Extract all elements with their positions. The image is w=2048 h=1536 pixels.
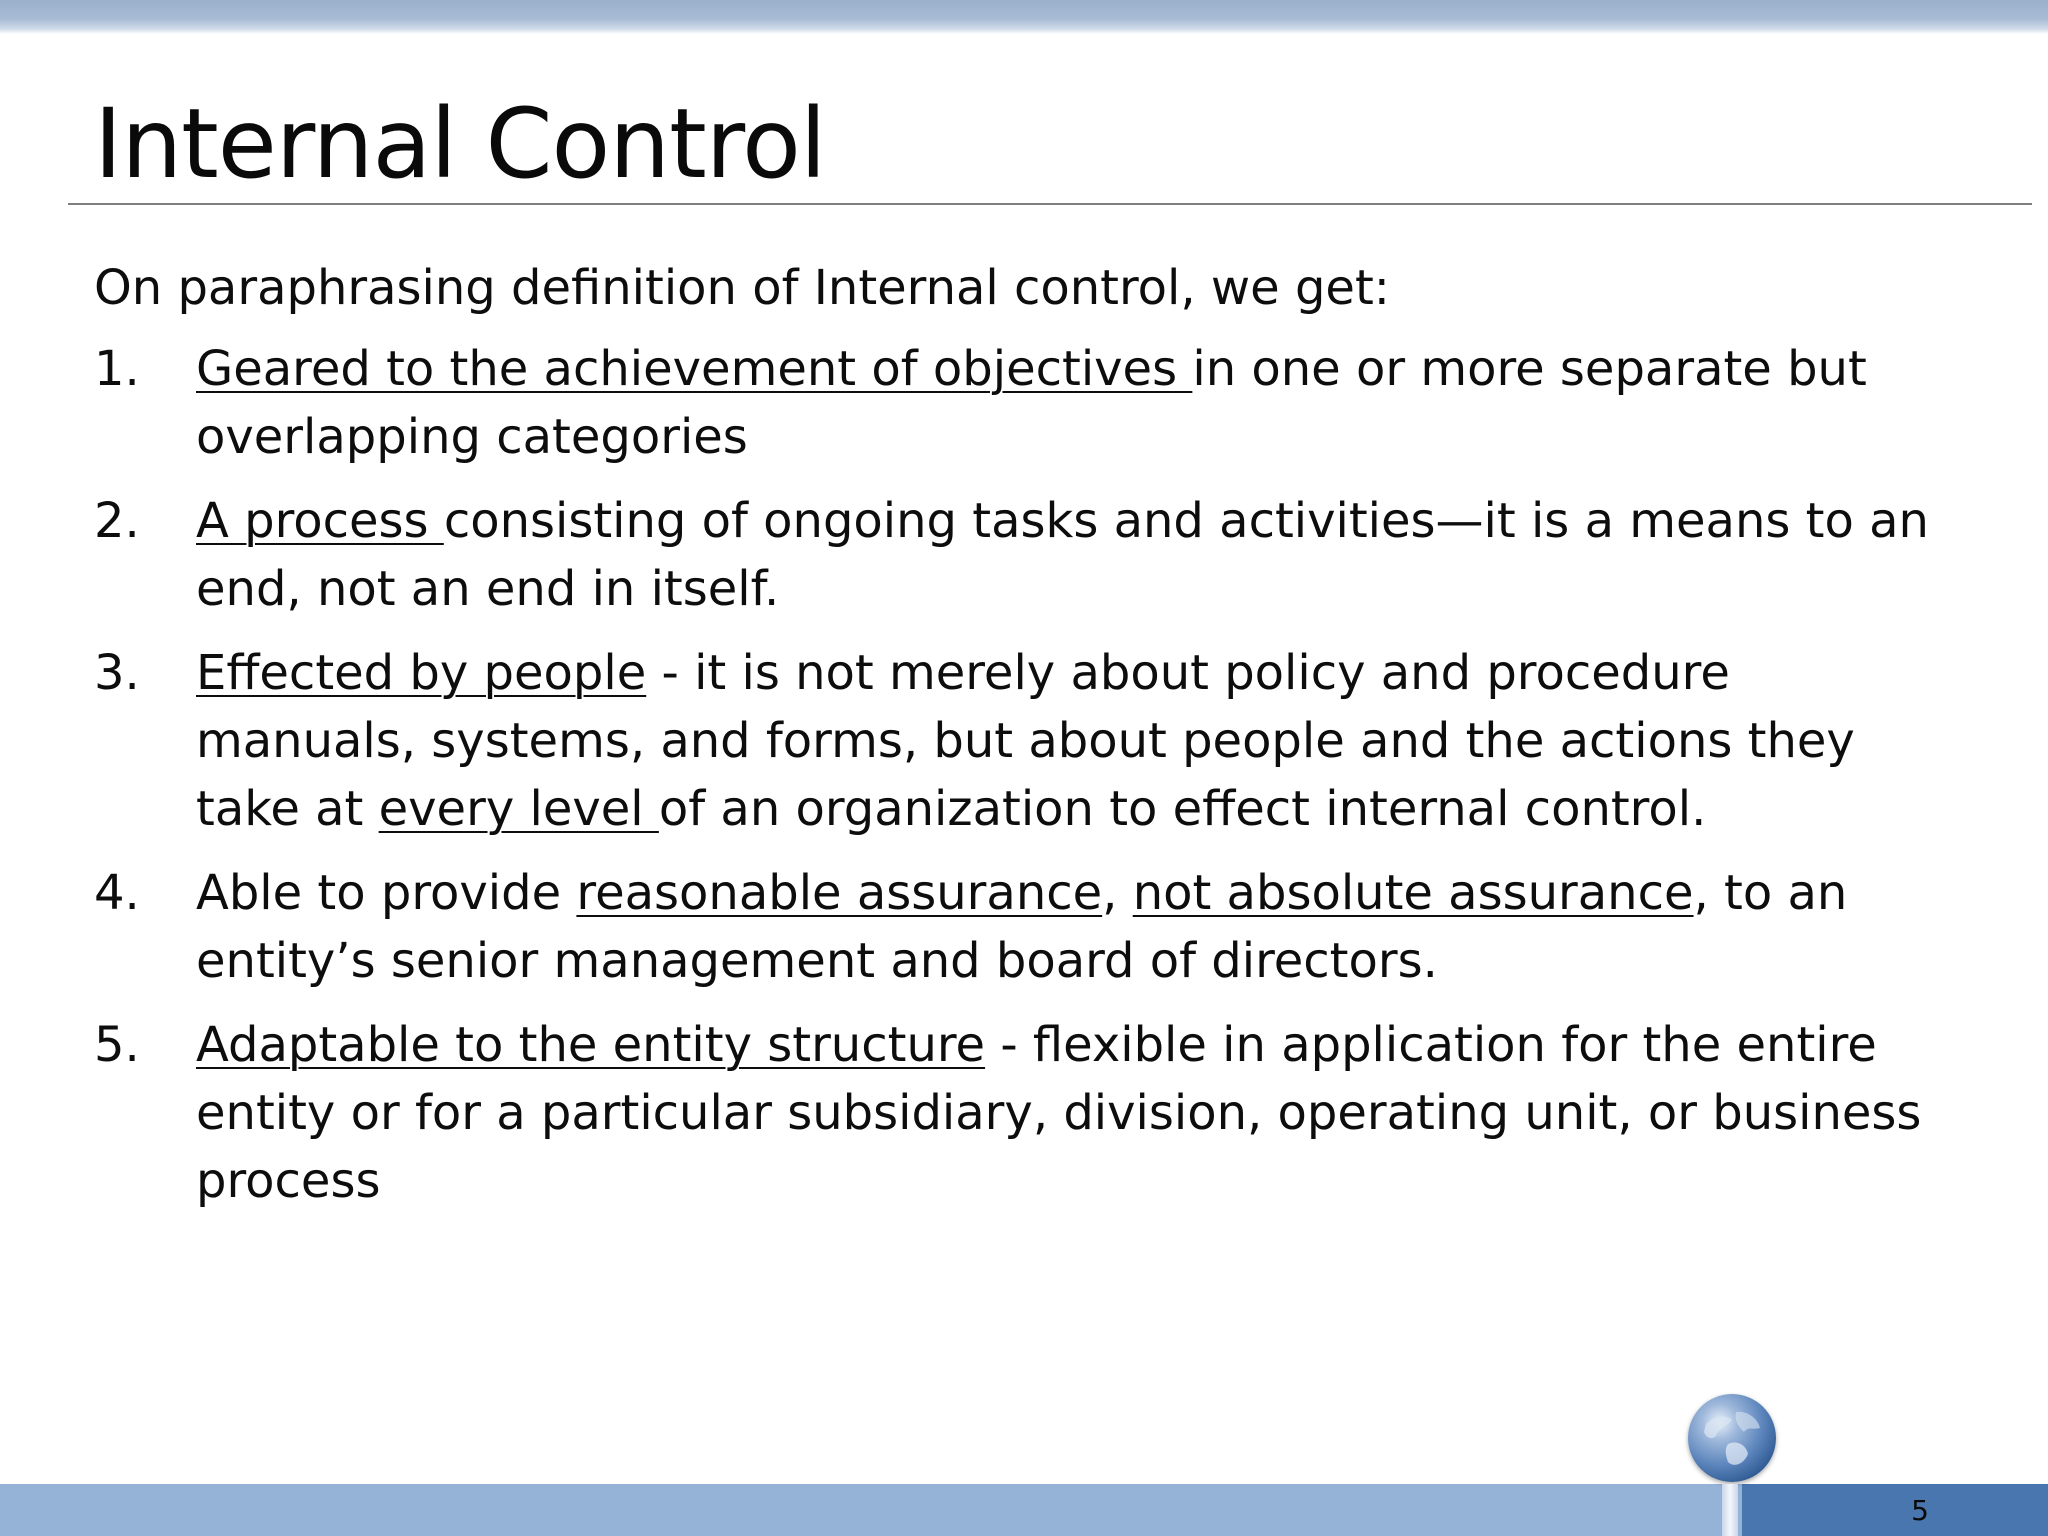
list-item [94, 487, 1964, 623]
text-run: in one or more separate but overlapping categories [196, 341, 1867, 465]
underlined-phrase: Geared to the achievement of objectives [196, 341, 1193, 397]
item-number: 3. [94, 645, 140, 701]
item-text [196, 487, 1964, 623]
list-item [94, 859, 1964, 995]
intro-text: On paraphrasing definition of Internal control, we get: [94, 260, 1390, 316]
page-number: 5 [1911, 1494, 1929, 1527]
list-item [94, 335, 1964, 471]
title-underline-rule [68, 203, 2032, 205]
underlined-phrase: Adaptable to the entity structure [196, 1017, 986, 1073]
item-number: 5. [94, 1017, 140, 1073]
underlined-phrase: not absolute assurance [1132, 865, 1694, 921]
text-run: , to an entity’s senior management and board of directors. [196, 865, 1848, 989]
text-run: , [1102, 865, 1133, 921]
underlined-phrase: Effected by people [196, 645, 647, 701]
list-item [94, 1011, 1964, 1215]
item-number: 1. [94, 341, 140, 397]
text-run: Able to provide [196, 865, 577, 921]
text-run: - it is not merely about policy and procedure manuals, systems, and forms, but about people and the actions they take at [196, 645, 1855, 837]
item-number: 4. [94, 865, 140, 921]
underlined-phrase: every level [378, 781, 659, 837]
underlined-phrase: reasonable assurance [576, 865, 1103, 921]
text-run: of an organization to effect internal control. [658, 781, 1707, 837]
globe-icon [1688, 1394, 1776, 1482]
list-item [94, 639, 1964, 843]
globe-stand [1722, 1484, 1738, 1536]
top-decorative-bar [0, 0, 2048, 34]
slide-body [94, 254, 1964, 1231]
item-text [196, 335, 1964, 471]
item-number: 2. [94, 493, 140, 549]
item-text [196, 1011, 1964, 1215]
globe-logo [1684, 1394, 1780, 1536]
bottom-accent-bar [1742, 1484, 2048, 1536]
item-text [196, 859, 1964, 995]
text-run: consisting of ongoing tasks and activities—it is a means to an end, not an end in itself. [196, 493, 1929, 617]
item-text [196, 639, 1964, 843]
slide-title: Internal Control [94, 88, 826, 200]
text-run: - flexible in application for the entire entity or for a particular subsidiary, division, operating unit, or business process [196, 1017, 1922, 1209]
underlined-phrase: A process [196, 493, 444, 549]
